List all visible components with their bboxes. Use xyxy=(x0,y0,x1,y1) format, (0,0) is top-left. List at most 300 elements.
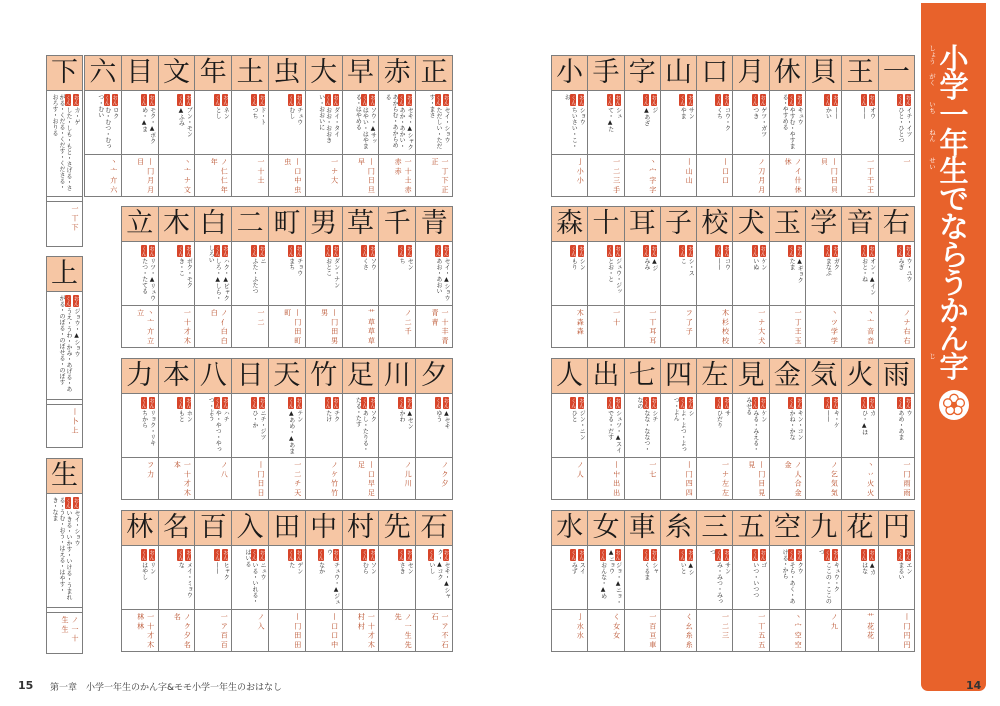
kun-reading-group xyxy=(361,549,368,606)
kanji-card xyxy=(159,56,196,197)
kun-reading: しろ・▲しら・しろい xyxy=(207,245,222,301)
on-reading-label: おん xyxy=(614,246,621,256)
on-reading-label: おん xyxy=(904,246,911,256)
kanji-card xyxy=(195,56,232,197)
kanji-character: 九 xyxy=(806,511,841,546)
readings-box xyxy=(625,242,660,306)
kun-reading: みぎ xyxy=(896,258,904,270)
kun-reading: ただしい・ただす・まさ xyxy=(427,94,442,149)
furigana: じ xyxy=(928,353,936,360)
on-reading-group xyxy=(687,397,694,454)
readings-box xyxy=(269,242,305,306)
kun-reading-group xyxy=(643,94,650,151)
kun-reading-group xyxy=(897,397,904,454)
stroke-order: 丨 山 山 xyxy=(661,155,696,197)
readings-box xyxy=(159,546,195,610)
kanji-character: 生 xyxy=(47,459,82,494)
kun-reading-group xyxy=(288,245,295,302)
readings-box xyxy=(122,91,158,155)
kanji-character: 貝 xyxy=(806,56,841,91)
on-reading-group xyxy=(869,549,876,606)
on-reading-label: おん xyxy=(295,95,302,105)
kanji-card xyxy=(269,56,306,197)
kanji-character: 右 xyxy=(879,207,914,242)
on-reading: セイ・▲ショウ xyxy=(442,258,450,301)
readings-box xyxy=(159,91,195,155)
kanji-card xyxy=(122,207,159,348)
on-reading-group xyxy=(608,549,622,606)
kanji-character: 六 xyxy=(85,56,121,91)
kun-reading-group xyxy=(752,94,759,151)
on-reading-label: おん xyxy=(258,550,265,560)
on-reading-label: おん xyxy=(369,246,376,256)
on-reading-group xyxy=(149,397,156,454)
kun-reading: くち xyxy=(715,107,723,119)
on-reading-label: おん xyxy=(222,398,229,408)
kun-reading-label: くん xyxy=(896,95,903,105)
on-reading-group xyxy=(73,497,80,604)
kun-reading: かわ xyxy=(398,410,406,422)
kun-reading: うえ・うわ・かみ・あげる・あがる・のぼる・のぼせる・のぼす xyxy=(58,295,72,392)
on-reading: ソウ・▲サッ xyxy=(369,107,377,144)
kanji-card xyxy=(842,359,878,500)
kun-reading: まち xyxy=(287,258,295,270)
kanji-row xyxy=(551,55,915,197)
kanji-card xyxy=(552,207,588,348)
kun-reading-label: くん xyxy=(824,246,831,256)
on-reading-group xyxy=(651,94,658,151)
stroke-order: ノ 入 xyxy=(232,610,268,652)
kanji-character: 土 xyxy=(232,56,268,91)
on-reading-label: おん xyxy=(759,95,766,105)
stroke-order: 丶 ツ 学 学 xyxy=(806,306,841,348)
kun-reading: たけ xyxy=(324,410,332,422)
kun-reading-group xyxy=(781,94,795,151)
on-reading: スイ xyxy=(578,562,586,574)
on-reading-group xyxy=(185,94,192,151)
kanji-row xyxy=(551,510,915,652)
kun-reading-label: くん xyxy=(287,95,294,105)
kanji-character: 火 xyxy=(842,359,877,394)
kun-reading-label: くん xyxy=(361,550,368,560)
stroke-order: 丶 丷 火 火 xyxy=(842,458,877,500)
kun-reading: や・やつ・やっつ・よう xyxy=(207,397,222,452)
kun-reading-group xyxy=(251,245,258,302)
kanji-character: 村 xyxy=(343,511,379,546)
on-reading-group xyxy=(406,549,413,606)
kanji-character: 天 xyxy=(269,359,305,394)
kun-reading-label: くん xyxy=(287,550,294,560)
on-reading-label: おん xyxy=(759,398,766,408)
kun-reading: たま xyxy=(788,258,796,270)
on-reading-group xyxy=(222,94,229,151)
kun-reading-label: くん xyxy=(860,398,867,408)
kanji-character: 四 xyxy=(661,359,696,394)
readings-box xyxy=(122,394,158,458)
on-reading: キン・コン xyxy=(796,410,804,440)
kun-reading-group xyxy=(361,245,368,302)
kun-reading-group xyxy=(398,397,405,454)
kun-reading-label: くん xyxy=(250,398,257,408)
on-reading-label: おん xyxy=(832,550,839,560)
readings-box xyxy=(661,91,696,155)
tab-char-glyph: ん xyxy=(939,322,969,356)
on-reading: ゴ xyxy=(759,562,767,568)
kun-reading: はな xyxy=(860,562,868,574)
on-reading-label: おん xyxy=(258,398,265,408)
kanji-character: 大 xyxy=(306,56,342,91)
on-reading: セキ・▲シャク・▲コク xyxy=(435,549,450,599)
tab-char-glyph: 小 xyxy=(939,42,969,76)
on-reading-group xyxy=(615,94,622,151)
kanji-character: 一 xyxy=(879,56,914,91)
stroke-order: 丨 冂 日 旦 早 xyxy=(343,155,379,197)
kun-reading-group xyxy=(643,549,650,606)
stroke-order: 一 七 xyxy=(625,458,660,500)
kanji-card xyxy=(232,511,269,652)
readings-box xyxy=(879,91,914,155)
kanji-character: 木 xyxy=(159,207,195,242)
stroke-order: 一 十 才 木 村 村 xyxy=(343,610,379,652)
kanji-character: 花 xyxy=(842,511,877,546)
on-reading-group xyxy=(259,245,266,302)
kun-reading: いし xyxy=(427,562,435,574)
stroke-order: ノ 八 xyxy=(195,458,231,500)
on-reading-label: おん xyxy=(614,398,621,408)
readings-box xyxy=(661,546,696,610)
on-reading: ハク・▲ビャク xyxy=(222,258,230,301)
kanji-card xyxy=(379,359,416,500)
tab-char-glyph: う xyxy=(939,266,969,300)
kun-reading: みる・みえる・みせる xyxy=(744,397,759,452)
on-reading-group xyxy=(259,94,266,151)
on-reading: シチ xyxy=(650,410,658,422)
stroke-order: 丶 宀 字 字 xyxy=(625,155,660,197)
stroke-order: 一 丁 下 正 正 xyxy=(416,155,452,197)
kun-reading-group xyxy=(177,94,184,151)
on-reading: デン xyxy=(295,562,303,574)
readings-box xyxy=(879,242,914,306)
on-reading: ウ・ユウ xyxy=(904,258,912,282)
on-reading-group xyxy=(149,94,156,151)
on-reading-label: おん xyxy=(222,550,229,560)
kun-reading: ち xyxy=(398,258,406,264)
on-reading: テン xyxy=(295,410,303,422)
kun-reading-label: くん xyxy=(250,246,257,256)
on-reading-group xyxy=(796,549,803,606)
kanji-card xyxy=(733,511,769,652)
tab-char-glyph: 字 xyxy=(939,350,969,384)
on-reading: サン xyxy=(687,107,695,119)
kun-reading: とし xyxy=(214,107,222,119)
kun-reading-group xyxy=(788,245,795,302)
stroke-order: ノ 一 生 先 先 xyxy=(379,610,415,652)
on-reading-group xyxy=(687,549,694,606)
stroke-order: 一 十 丰 青 青 青 xyxy=(416,306,452,348)
kun-reading: いと xyxy=(679,562,687,574)
on-reading: ジン・ニン xyxy=(578,410,586,440)
kun-reading-label: くん xyxy=(824,398,831,408)
kanji-card xyxy=(47,257,83,448)
stroke-order: 丨 冂 円 円 xyxy=(879,610,914,652)
kun-reading-group xyxy=(428,549,435,606)
on-reading-label: おん xyxy=(868,398,875,408)
kanji-character: 力 xyxy=(122,359,158,394)
readings-box xyxy=(232,91,268,155)
kun-reading-group xyxy=(607,397,614,454)
on-reading-label: おん xyxy=(904,550,911,560)
on-reading-label: おん xyxy=(614,95,621,105)
kun-reading-group xyxy=(141,94,148,151)
readings-box xyxy=(697,242,732,306)
kun-reading-group xyxy=(600,549,607,606)
on-reading-group xyxy=(615,397,622,454)
kanji-row xyxy=(551,358,915,500)
on-reading: ガク xyxy=(832,258,840,270)
on-reading-label: おん xyxy=(442,398,449,408)
readings-box xyxy=(379,91,415,155)
readings-box xyxy=(306,394,342,458)
kanji-card xyxy=(697,56,733,197)
on-reading: ホン xyxy=(185,410,193,422)
readings-box xyxy=(343,91,379,155)
kun-reading: —— xyxy=(214,562,222,574)
kun-reading: な xyxy=(177,562,185,568)
readings-box xyxy=(343,394,379,458)
stroke-order: フ 力 xyxy=(122,458,158,500)
kun-reading-group xyxy=(177,549,184,606)
kun-reading-label: くん xyxy=(214,550,221,560)
kun-reading-label: くん xyxy=(606,398,613,408)
kanji-card xyxy=(806,207,842,348)
stroke-order: 丨 卜 上 xyxy=(47,404,82,448)
stroke-order: 一 ナ 大 犬 xyxy=(733,306,768,348)
kun-reading: した・しも・もと・さげる・さがる・くだる・くだす・くださる・おろす・おりる xyxy=(51,94,72,191)
kun-reading-label: くん xyxy=(896,398,903,408)
on-reading-group xyxy=(443,94,450,151)
kanji-character: 校 xyxy=(697,207,732,242)
on-reading-group xyxy=(723,94,730,151)
on-reading-label: おん xyxy=(687,550,694,560)
on-reading: ダン・ナン xyxy=(332,258,340,288)
readings-box xyxy=(552,242,587,306)
readings-box xyxy=(842,394,877,458)
kun-reading-label: くん xyxy=(606,95,613,105)
on-reading: カ・ゲ xyxy=(73,107,80,125)
kun-reading: —— xyxy=(860,107,868,119)
readings-box xyxy=(195,394,231,458)
right-page xyxy=(500,0,1000,706)
on-reading-label: おん xyxy=(832,95,839,105)
flower-icon xyxy=(938,389,970,421)
on-reading-label: おん xyxy=(578,95,585,105)
kun-reading: たつ・たてる xyxy=(140,258,148,294)
kanji-card xyxy=(697,207,733,348)
readings-box xyxy=(195,242,231,306)
kun-reading-label: くん xyxy=(788,246,795,256)
readings-box xyxy=(379,546,415,610)
on-reading: リツ・▲リュウ xyxy=(148,258,156,301)
on-reading-label: おん xyxy=(442,246,449,256)
kanji-card xyxy=(122,56,159,197)
kun-reading-group xyxy=(636,397,650,454)
kun-reading-group xyxy=(752,245,759,302)
kun-reading-label: くん xyxy=(250,550,257,560)
kanji-character: 足 xyxy=(343,359,379,394)
kun-reading-label: くん xyxy=(287,398,294,408)
on-reading-group xyxy=(149,549,156,606)
kanji-card xyxy=(85,56,122,197)
on-reading-group xyxy=(369,397,376,454)
side-kanji-column xyxy=(46,55,83,247)
kanji-character: 立 xyxy=(122,207,158,242)
kun-reading-group xyxy=(861,94,868,151)
on-reading-label: おん xyxy=(868,246,875,256)
on-reading: オウ xyxy=(868,107,876,119)
on-reading-group xyxy=(687,245,694,302)
on-reading-label: おん xyxy=(614,550,621,560)
readings-box xyxy=(733,546,768,610)
kun-reading-label: くん xyxy=(324,95,331,105)
readings-box xyxy=(733,242,768,306)
kanji-card xyxy=(47,56,83,247)
on-reading: ▲セキ xyxy=(442,410,450,429)
stroke-order: く 幺 糸 糸 xyxy=(661,610,696,652)
kanji-card xyxy=(588,207,624,348)
kun-reading: あし・たりる・たる・たす xyxy=(354,397,369,452)
kun-reading: はやし xyxy=(140,562,148,580)
stroke-order: 丨 冂 田 町 町 xyxy=(269,306,305,348)
on-reading-label: おん xyxy=(185,550,192,560)
kun-reading-group xyxy=(607,94,614,151)
on-reading-label: おん xyxy=(222,246,229,256)
stroke-order: ノ ク 夕 名 名 xyxy=(159,610,195,652)
stroke-order: 丨 冂 月 月 目 xyxy=(122,155,158,197)
kun-reading-label: くん xyxy=(434,95,441,105)
stroke-order: フ 了 子 xyxy=(661,306,696,348)
stroke-order: 一 十 才 木 林 林 xyxy=(122,610,158,652)
on-reading-group xyxy=(369,549,376,606)
readings-box xyxy=(842,546,877,610)
on-reading: ▲セン xyxy=(406,410,414,429)
on-reading-group xyxy=(73,94,80,193)
kanji-card xyxy=(842,207,878,348)
kun-reading-label: くん xyxy=(860,246,867,256)
tab-char xyxy=(937,238,971,272)
on-reading: サン xyxy=(723,562,731,574)
readings-box xyxy=(416,242,452,306)
kanji-character: 空 xyxy=(770,511,805,546)
kun-reading: ゆう xyxy=(434,410,442,422)
kun-reading-group xyxy=(288,549,295,606)
on-reading-label: おん xyxy=(111,95,118,105)
kanji-character: 糸 xyxy=(661,511,696,546)
readings-box xyxy=(770,242,805,306)
kanji-character: 川 xyxy=(379,359,415,394)
on-reading: ニュウ xyxy=(258,562,266,580)
kun-reading-label: くん xyxy=(324,246,331,256)
on-reading: ロク xyxy=(111,107,119,119)
kun-reading-label: くん xyxy=(250,95,257,105)
kun-reading-group xyxy=(177,397,184,454)
stroke-order: 一 丁 干 王 xyxy=(842,155,877,197)
kanji-character: 十 xyxy=(588,207,623,242)
on-reading-group xyxy=(259,549,266,606)
on-reading: ▲ギョク xyxy=(796,258,804,283)
on-reading-group xyxy=(869,397,876,454)
kanji-card xyxy=(879,359,915,500)
on-reading: チュウ xyxy=(295,107,303,125)
kun-reading-group xyxy=(244,549,258,606)
kanji-row xyxy=(121,358,453,500)
kanji-character: 森 xyxy=(552,207,587,242)
kun-reading-label: くん xyxy=(715,550,722,560)
on-reading: ニ xyxy=(258,258,266,264)
kun-reading-group xyxy=(325,397,332,454)
on-reading: シュツ・▲スイ xyxy=(614,410,622,453)
side-kanji-column xyxy=(46,256,83,448)
kun-reading-label: くん xyxy=(715,246,722,256)
on-reading-group xyxy=(112,94,119,151)
readings-box xyxy=(232,546,268,610)
kun-reading-group xyxy=(861,549,868,606)
tab-char xyxy=(937,210,971,244)
kanji-character: 七 xyxy=(625,359,660,394)
on-reading-label: おん xyxy=(796,398,803,408)
kun-reading-label: くん xyxy=(361,398,368,408)
tab-char-glyph: ら xyxy=(939,238,969,272)
kun-reading-group xyxy=(643,245,650,302)
kun-reading: おとこ xyxy=(324,258,332,276)
on-reading-label: おん xyxy=(73,498,79,508)
kun-reading: さき xyxy=(398,562,406,574)
kun-reading-label: くん xyxy=(679,246,686,256)
kun-reading: あか・あかい・あからむ・あからめる xyxy=(384,94,406,149)
on-reading-group xyxy=(296,397,303,454)
on-reading-group xyxy=(832,397,839,454)
on-reading-label: おん xyxy=(369,398,376,408)
on-reading-label: おん xyxy=(406,246,413,256)
on-reading: ジョ・▲ニョ・▲ニョウ xyxy=(607,549,622,605)
stroke-order: 木 杉 校 校 xyxy=(697,306,732,348)
kun-reading-label: くん xyxy=(788,95,795,105)
on-reading: ジ xyxy=(650,107,658,113)
stroke-order: 丨 冂 日 日 xyxy=(232,458,268,500)
kun-reading: み・みつ・みっつ xyxy=(708,549,723,604)
kun-reading-label: くん xyxy=(570,398,577,408)
kanji-card xyxy=(625,359,661,500)
kun-reading-label: くん xyxy=(140,550,147,560)
kun-reading: やま xyxy=(679,107,687,119)
stroke-order: 一 十 才 木 本 xyxy=(159,458,195,500)
kun-reading-group xyxy=(570,549,577,606)
stroke-order: 丶 亠 ナ 文 xyxy=(159,155,195,197)
kun-reading-label: くん xyxy=(103,95,110,105)
kun-reading-group xyxy=(679,549,686,606)
kanji-character: 百 xyxy=(195,511,231,546)
on-reading-label: おん xyxy=(148,246,155,256)
kanji-character: 左 xyxy=(697,359,732,394)
readings-box xyxy=(625,394,660,458)
kun-reading-label: くん xyxy=(65,296,71,306)
kanji-card xyxy=(306,56,343,197)
on-reading-group xyxy=(760,245,767,302)
kun-reading: とお・と xyxy=(606,258,614,282)
readings-box xyxy=(343,546,379,610)
on-reading-group xyxy=(333,397,340,454)
readings-box xyxy=(770,394,805,458)
on-reading-label: おん xyxy=(73,95,79,105)
